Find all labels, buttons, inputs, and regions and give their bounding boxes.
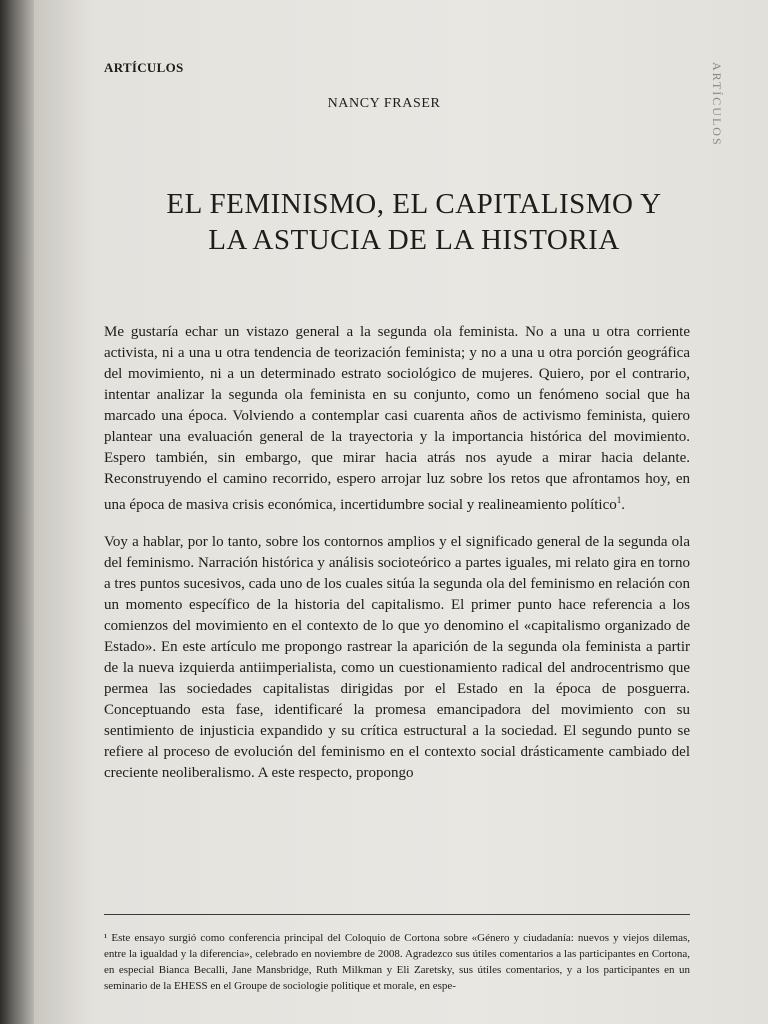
author-name: NANCY FRASER	[327, 96, 441, 111]
footnote-text: ¹ Este ensayo surgió como conferencia principal del Coloquio de Cortona sobre «Género y ciudadanía: nuevos y viejos dilemas, entre la igualdad y la diferencia», celebrado en noviembre de 2008. Agradezco sus útiles comentarios a las participantes en Cortona, en especial Bianca Becalli, Jane Mansbridge, Ruth Milkman y Eli Zaretsky, sus útiles comentarios, y a los participantes en un seminario de la EHESS en el Groupe de sociologie politique et morale, en espe-	[104, 932, 690, 992]
side-section-tab: ARTÍCULOS	[710, 62, 724, 147]
title-line-2: LA ASTUCIA DE LA HISTORIA	[208, 224, 620, 256]
body-paragraph-1-end: .	[621, 497, 625, 513]
article-body	[104, 322, 690, 800]
footnote-marker: 1	[616, 495, 622, 505]
section-label: ARTÍCULOS	[104, 60, 184, 75]
title-line-1: EL FEMINISMO, EL CAPITALISMO Y	[166, 188, 662, 220]
body-paragraph-2: Voy a hablar, por lo tanto, sobre los contornos amplios y el significado general de la segunda ola del feminismo. Narración histórica y análisis socioteórico a partes iguales, mi relato gira en torno a tres puntos sucesivos, cada uno de los cuales sitúa la segunda ola del feminismo en relación con un momento específico de la historia del capitalismo. El primer punto hace referencia a los comienzos del movimiento en el contexto de lo que yo denomino el «capitalismo organizado de Estado». En este artículo me propongo rastrear la aparición de la segunda ola feminista a partir de la nueva izquierda antiimperialista, como un cuestionamiento radical del androcentrismo que permea las sociedades capitalistas dirigidas por el Estado en la época de posguerra. Conceptuando esta fase, identificaré la promesa emancipadora del movimiento con su sentimiento de injusticia expandido y su crítica estructural a la sociedad. El segundo punto se refiere al proceso de evolución del feminismo en el contexto social drásticamente cambiado del creciente neoliberalismo. A este respecto, propongo	[104, 534, 690, 781]
body-paragraph-1	[104, 322, 690, 516]
book-gutter-shadow	[0, 0, 34, 1024]
article-title	[94, 186, 734, 258]
book-page	[34, 0, 768, 1024]
footnote-divider	[104, 914, 690, 915]
body-paragraph-1-text: Me gustaría echar un vistazo general a la segunda ola feminista. No a una u otra corriente activista, ni a una u otra tendencia de teorización feminista; y no a una u otra porción geográfica del movimiento, ni a un determinado estrato sociológico de mujeres. Quiero, por el contrario, intentar analizar la segunda ola feminista en su conjunto, como un fenómeno social que ha marcado una época. Volviendo a contemplar casi cuarenta años de activismo feminista, quiero plantear una evaluación general de la trayectoria y la importancia histórica del movimiento. Espero también, sin embargo, que mirar hacia atrás nos ayude a mirar hacia delante. Reconstruyendo el camino recorrido, espero arrojar luz sobre los retos que afrontamos hoy, en una época de masiva crisis económica, incertidumbre social y realineamiento político	[104, 324, 690, 513]
